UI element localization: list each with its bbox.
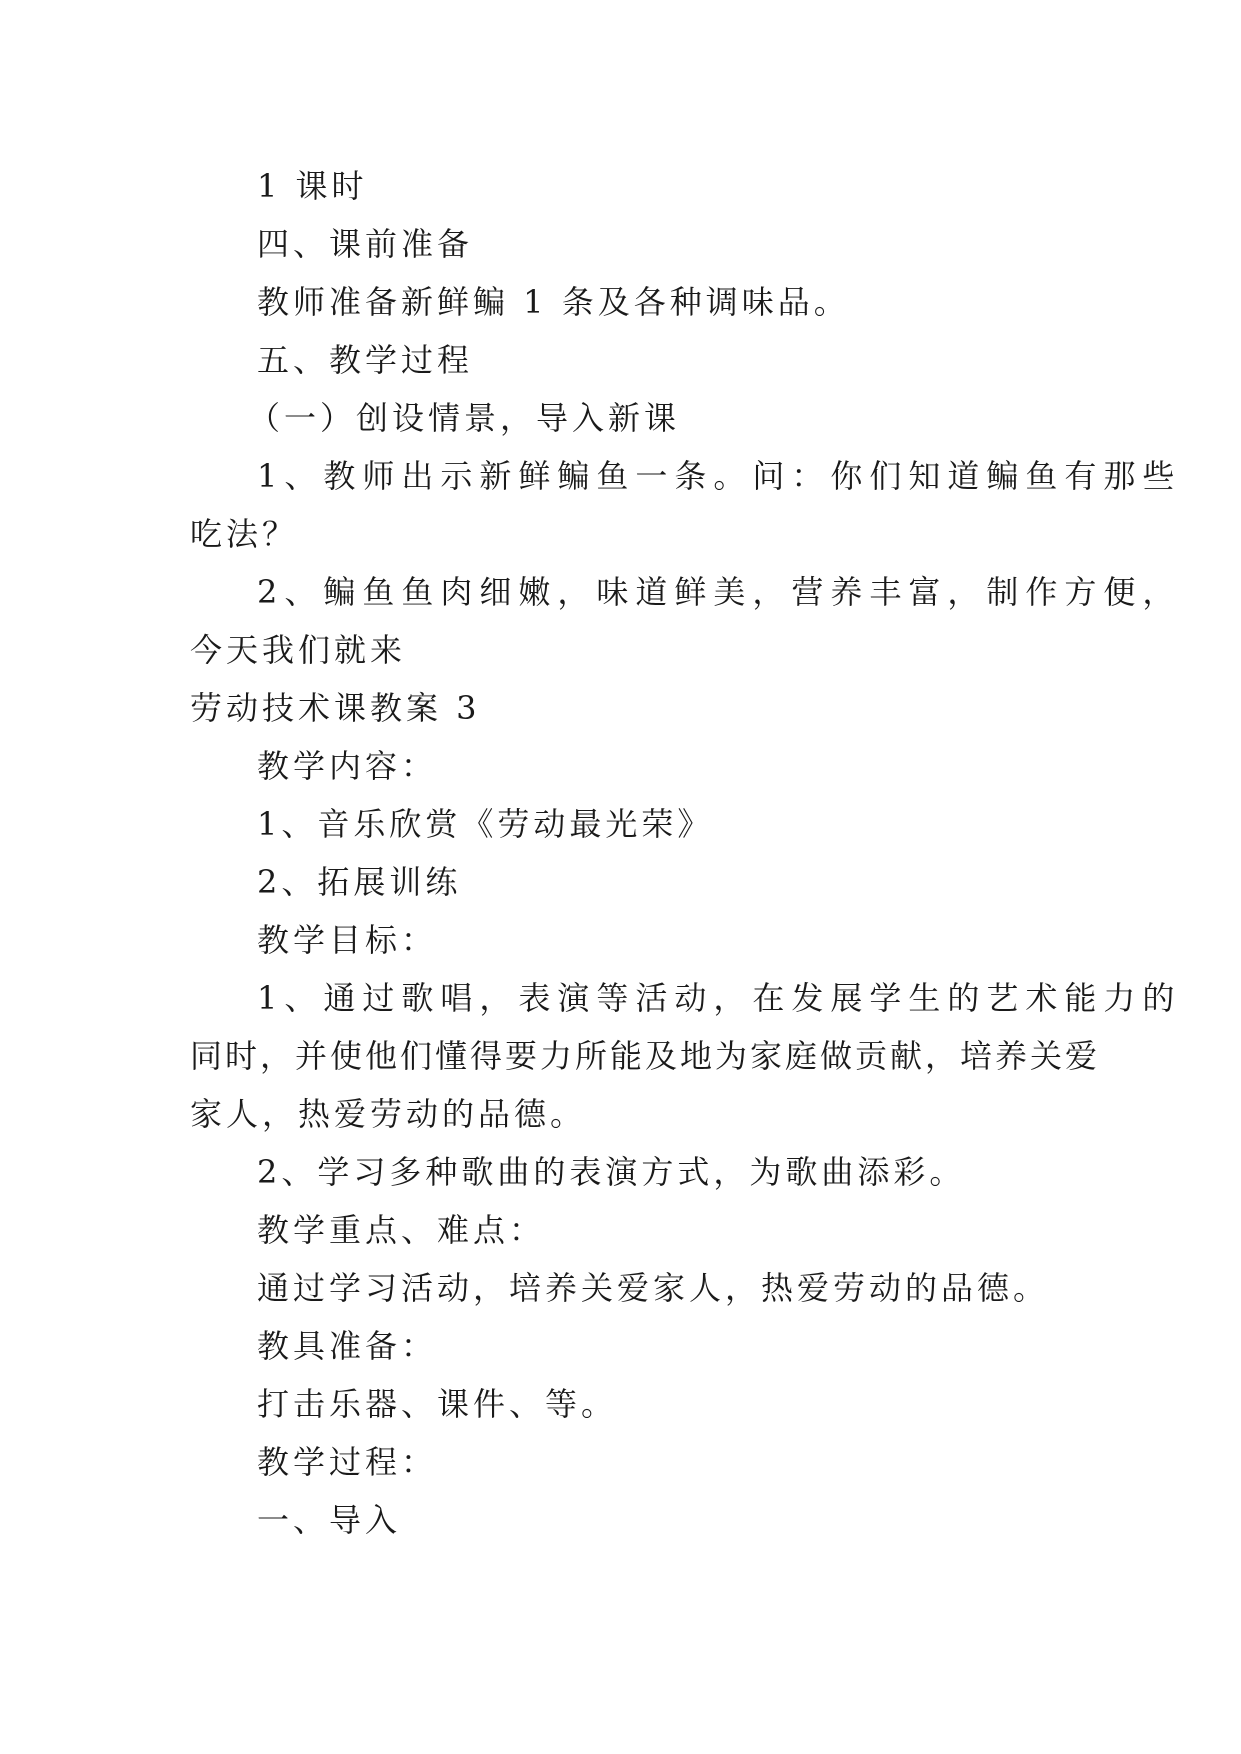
- document-title: 劳动技术课教案 3: [190, 689, 481, 727]
- section-heading: 一、导入: [257, 1501, 402, 1539]
- text-line: 同时，并使他们懂得要力所能及地为家庭做贡献，培养关爱: [190, 1037, 1101, 1075]
- text-line: 教师准备新鲜鳊 1 条及各种调味品。: [257, 283, 850, 321]
- text-line: 吃法？: [190, 515, 299, 553]
- text-line: 1、教师出示新鲜鳊鱼一条。问：你们知道鳊鱼有那些: [257, 457, 1182, 495]
- text-line: 2、鳊鱼鱼肉细嫩，味道鲜美，营养丰富，制作方便，: [257, 573, 1182, 611]
- text-line: 通过学习活动，培养关爱家人，热爱劳动的品德。: [257, 1269, 1050, 1307]
- subsection-heading: （一）创设情景，导入新课: [248, 399, 681, 437]
- section-heading: 四、课前准备: [257, 225, 474, 263]
- section-heading: 教学目标：: [257, 921, 438, 959]
- text-line: 家人，热爱劳动的品德。: [190, 1095, 587, 1133]
- text-line: 2、学习多种歌曲的表演方式，为歌曲添彩。: [257, 1153, 966, 1191]
- section-heading: 教学过程：: [257, 1443, 438, 1481]
- section-heading: 教学重点、难点：: [257, 1211, 546, 1249]
- text-line: 2、拓展训练: [257, 863, 462, 901]
- text-line: 1、音乐欣赏《劳动最光荣》: [257, 805, 714, 843]
- text-line: 1、通过歌唱，表演等活动，在发展学生的艺术能力的: [257, 979, 1182, 1017]
- text-line: 1 课时: [257, 167, 368, 205]
- text-line: 打击乐器、课件、等。: [257, 1385, 618, 1423]
- text-line: 今天我们就来: [190, 631, 407, 669]
- section-heading: 五、教学过程: [257, 341, 474, 379]
- section-heading: 教学内容：: [257, 747, 438, 785]
- section-heading: 教具准备：: [257, 1327, 438, 1365]
